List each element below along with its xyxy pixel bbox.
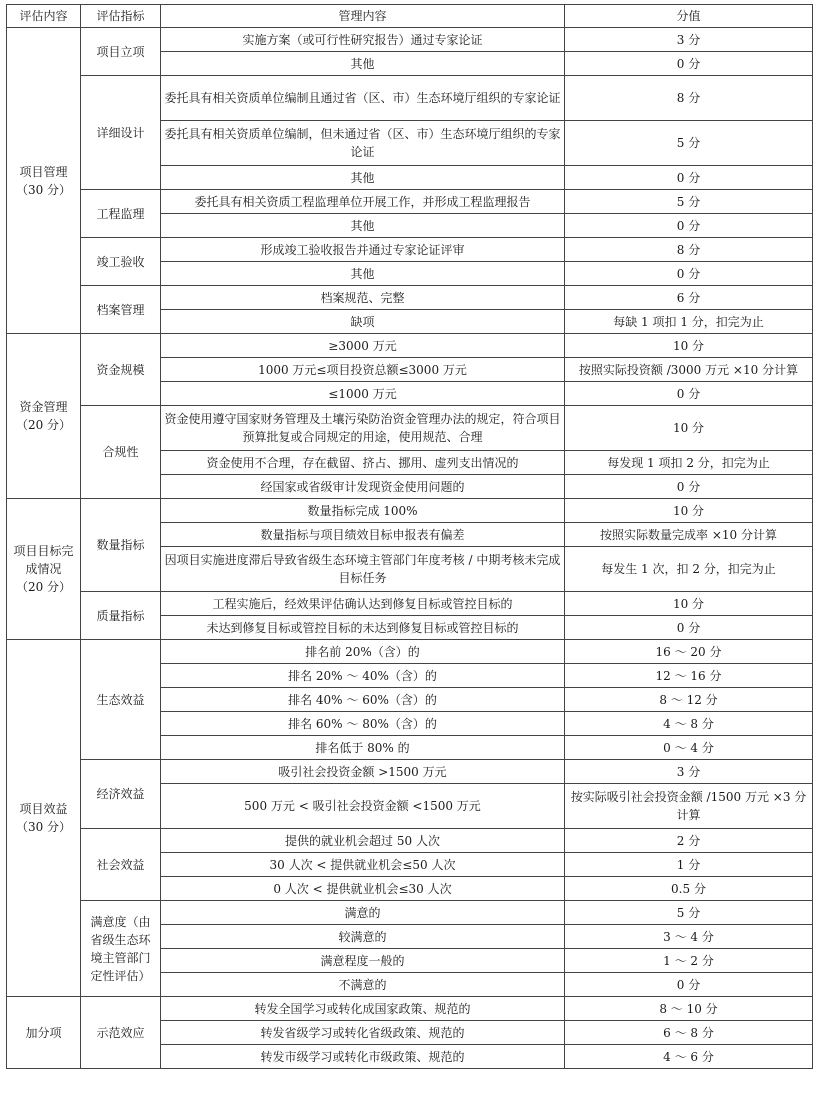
indicator-cell: 项目立项 xyxy=(81,28,161,76)
content-cell: 资金使用遵守国家财务管理及土壤污染防治资金管理办法的规定，符合项目预算批复或合同规定的用途，使用规范、合理 xyxy=(161,406,565,451)
content-cell: 500 万元 < 吸引社会投资金额 <1500 万元 xyxy=(161,784,565,829)
table-row xyxy=(7,829,813,853)
content-cell: 委托具有相关资质工程监理单位开展工作，并形成工程监理报告 xyxy=(161,190,565,214)
content-cell: ≤1000 万元 xyxy=(161,382,565,406)
section-sub: （20 分） xyxy=(15,418,72,432)
score-cell: 3 分 xyxy=(565,760,813,784)
score-cell: 8 ～ 10 分 xyxy=(565,997,813,1021)
content-cell: 其他 xyxy=(161,262,565,286)
score-cell: 0 分 xyxy=(565,382,813,406)
content-cell: 0 人次 < 提供就业机会≤30 人次 xyxy=(161,877,565,901)
indicator-cell: 档案管理 xyxy=(81,286,161,334)
score-cell: 3 ～ 4 分 xyxy=(565,925,813,949)
content-cell: 排名 40% ～ 60%（含）的 xyxy=(161,688,565,712)
header-row xyxy=(7,5,813,28)
indicator-cell: 竣工验收 xyxy=(81,238,161,286)
score-cell: 0 分 xyxy=(565,262,813,286)
content-cell: 转发市级学习或转化市级政策、规范的 xyxy=(161,1045,565,1069)
content-cell: 形成竣工验收报告并通过专家论证评审 xyxy=(161,238,565,262)
score-cell: 5 分 xyxy=(565,190,813,214)
indicator-cell: 合规性 xyxy=(81,406,161,499)
score-cell: 8 ～ 12 分 xyxy=(565,688,813,712)
content-cell: 数量指标完成 100% xyxy=(161,499,565,523)
score-cell: 按实际吸引社会投资金额 /1500 万元 ×3 分计算 xyxy=(565,784,813,829)
header-management-content: 管理内容 xyxy=(161,5,565,28)
score-cell: 5 分 xyxy=(565,121,813,166)
content-cell: 资金使用不合理，存在截留、挤占、挪用、虚列支出情况的 xyxy=(161,451,565,475)
content-cell: 提供的就业机会超过 50 人次 xyxy=(161,829,565,853)
content-cell: 排名低于 80% 的 xyxy=(161,736,565,760)
table-row xyxy=(7,760,813,784)
content-cell: 委托具有相关资质单位编制且通过省（区、市）生态环境厅组织的专家论证 xyxy=(161,76,565,121)
table-row xyxy=(7,640,813,664)
indicator-cell: 示范效应 xyxy=(81,997,161,1069)
content-cell: 经国家或省级审计发现资金使用问题的 xyxy=(161,475,565,499)
score-cell: 6 分 xyxy=(565,286,813,310)
score-cell: 0 分 xyxy=(565,214,813,238)
table-row xyxy=(7,28,813,52)
section-cell xyxy=(7,640,81,997)
content-cell: ≥3000 万元 xyxy=(161,334,565,358)
section-sub: （30 分） xyxy=(15,820,72,834)
section-cell xyxy=(7,334,81,499)
content-cell: 实施方案（或可行性研究报告）通过专家论证 xyxy=(161,28,565,52)
table-row xyxy=(7,286,813,310)
score-cell: 8 分 xyxy=(565,238,813,262)
indicator-cell: 社会效益 xyxy=(81,829,161,901)
score-cell: 0.5 分 xyxy=(565,877,813,901)
section-name: 项目管理 xyxy=(19,164,68,179)
score-cell: 0 分 xyxy=(565,973,813,997)
score-cell: 6 ～ 8 分 xyxy=(565,1021,813,1045)
indicator-cell: 数量指标 xyxy=(81,499,161,592)
indicator-cell: 生态效益 xyxy=(81,640,161,760)
table-row xyxy=(7,76,813,121)
score-cell: 16 ～ 20 分 xyxy=(565,640,813,664)
score-cell: 10 分 xyxy=(565,406,813,451)
indicator-cell: 工程监理 xyxy=(81,190,161,238)
table-row xyxy=(7,499,813,523)
content-cell: 满意程度一般的 xyxy=(161,949,565,973)
content-cell: 其他 xyxy=(161,52,565,76)
score-cell: 0 分 xyxy=(565,52,813,76)
scoring-table xyxy=(6,4,813,1069)
score-cell: 0 分 xyxy=(565,475,813,499)
score-cell: 8 分 xyxy=(565,76,813,121)
content-cell: 1000 万元≤项目投资总额≤3000 万元 xyxy=(161,358,565,382)
content-cell: 吸引社会投资金额 >1500 万元 xyxy=(161,760,565,784)
indicator-cell: 经济效益 xyxy=(81,760,161,829)
content-cell: 转发全国学习或转化成国家政策、规范的 xyxy=(161,997,565,1021)
section-cell xyxy=(7,997,81,1069)
content-cell: 委托具有相关资质单位编制，但未通过省（区、市）生态环境厅组织的专家论证 xyxy=(161,121,565,166)
content-cell: 排名 20% ～ 40%（含）的 xyxy=(161,664,565,688)
table-row xyxy=(7,334,813,358)
content-cell: 30 人次 < 提供就业机会≤50 人次 xyxy=(161,853,565,877)
score-cell: 0 ～ 4 分 xyxy=(565,736,813,760)
table-row xyxy=(7,997,813,1021)
score-cell: 12 ～ 16 分 xyxy=(565,664,813,688)
table-row xyxy=(7,592,813,616)
score-cell: 0 分 xyxy=(565,166,813,190)
indicator-cell: 满意度（由省级生态环境主管部门定性评估） xyxy=(81,901,161,997)
content-cell: 数量指标与项目绩效目标申报表有偏差 xyxy=(161,523,565,547)
table-row xyxy=(7,901,813,925)
score-cell: 按照实际数量完成率 ×10 分计算 xyxy=(565,523,813,547)
section-sub: （20 分） xyxy=(15,580,72,594)
score-cell: 10 分 xyxy=(565,499,813,523)
content-cell: 档案规范、完整 xyxy=(161,286,565,310)
content-cell: 排名前 20%（含）的 xyxy=(161,640,565,664)
content-cell: 其他 xyxy=(161,214,565,238)
indicator-cell: 资金规模 xyxy=(81,334,161,406)
section-name: 加分项 xyxy=(25,1025,62,1040)
section-sub: （30 分） xyxy=(15,182,72,197)
content-cell: 排名 60% ～ 80%（含）的 xyxy=(161,712,565,736)
score-cell: 1 ～ 2 分 xyxy=(565,949,813,973)
content-cell: 其他 xyxy=(161,166,565,190)
score-cell: 2 分 xyxy=(565,829,813,853)
section-name: 项目效益 xyxy=(19,802,68,816)
score-cell: 0 分 xyxy=(565,616,813,640)
header-eval-indicator: 评估指标 xyxy=(81,5,161,28)
score-cell: 4 ～ 8 分 xyxy=(565,712,813,736)
score-cell: 10 分 xyxy=(565,334,813,358)
content-cell: 缺项 xyxy=(161,310,565,334)
score-cell: 10 分 xyxy=(565,592,813,616)
content-cell: 未达到修复目标或管控目标的未达到修复目标或管控目标的 xyxy=(161,616,565,640)
content-cell: 因项目实施进度滞后导致省级生态环境主管部门年度考核 / 中期考核未完成目标任务 xyxy=(161,547,565,592)
section-cell xyxy=(7,499,81,640)
indicator-cell: 详细设计 xyxy=(81,76,161,190)
score-cell: 5 分 xyxy=(565,901,813,925)
score-cell: 每缺 1 项扣 1 分，扣完为止 xyxy=(565,310,813,334)
content-cell: 不满意的 xyxy=(161,973,565,997)
section-name: 项目目标完成情况 xyxy=(13,544,74,576)
table-row xyxy=(7,406,813,451)
header-eval-content: 评估内容 xyxy=(7,5,81,28)
content-cell: 工程实施后，经效果评估确认达到修复目标或管控目标的 xyxy=(161,592,565,616)
score-cell: 按照实际投资额 /3000 万元 ×10 分计算 xyxy=(565,358,813,382)
header-score: 分值 xyxy=(565,5,813,28)
table-row xyxy=(7,238,813,262)
score-cell: 每发现 1 项扣 2 分，扣完为止 xyxy=(565,451,813,475)
score-cell: 4 ～ 6 分 xyxy=(565,1045,813,1069)
score-cell: 3 分 xyxy=(565,28,813,52)
score-cell: 每发生 1 次，扣 2 分，扣完为止 xyxy=(565,547,813,592)
score-cell: 1 分 xyxy=(565,853,813,877)
section-cell xyxy=(7,28,81,334)
content-cell: 较满意的 xyxy=(161,925,565,949)
content-cell: 满意的 xyxy=(161,901,565,925)
section-name: 资金管理 xyxy=(19,400,68,414)
indicator-cell: 质量指标 xyxy=(81,592,161,640)
table-row xyxy=(7,190,813,214)
content-cell: 转发省级学习或转化省级政策、规范的 xyxy=(161,1021,565,1045)
